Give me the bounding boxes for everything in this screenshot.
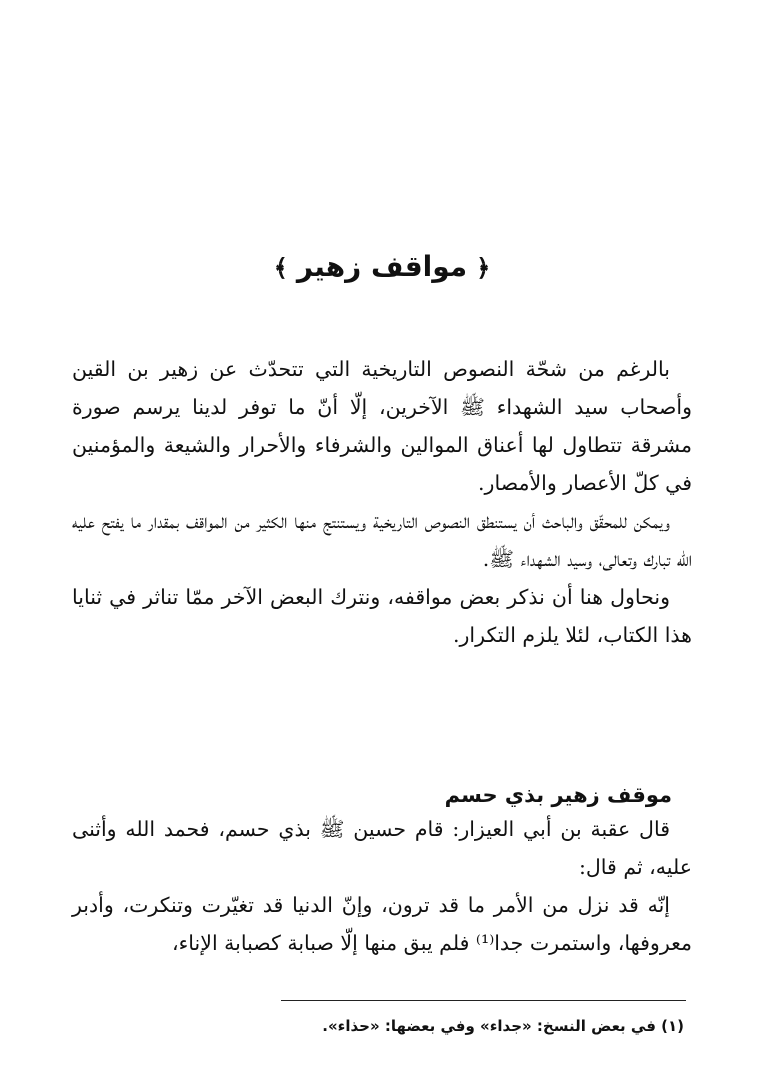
section-paragraph-1: قال عقبة بن أبي العيزار: قام حسين ﷺ بذي حسم، فحمد الله وأثنى عليه، ثم قال:: [72, 817, 692, 879]
footnote-divider: [281, 1000, 686, 1001]
ornament-right-bracket: ﴿: [476, 253, 491, 282]
section-paragraph-2: إنّه قد نزل من الأمر ما قد ترون، وإنّ الدنيا قد تغيّرت وتنكرت، وأدبر معروفها، واستمرت جدا⁽¹⁾ فلم يبق منها إلّا صبابة كصبابة الإناء،: [72, 893, 692, 955]
section-text: [72, 810, 692, 962]
footnote: (١) في بعض النسخ: «جداء» وفي بعضها: «حذاء».: [322, 1017, 684, 1035]
ornament-left-bracket: ﴾: [273, 253, 288, 282]
intro-text: [72, 350, 692, 654]
paragraph-2: ويمكن للمحقّق والباحث أن يستنطق النصوص التاريخية ويستنتج منها الكثير من المواقف بمقدار ما يفتح عليه الله تبارك وتعالى، وسيد الشهداء ﷺ.: [72, 509, 692, 571]
paragraph-3: ونحاول هنا أن نذكر بعض مواقفه، ونترك البعض الآخر ممّا تناثر في ثنايا هذا الكتاب، لئلا يلزم التكرار.: [72, 585, 692, 647]
chapter-title-text: مواقف زهير: [296, 250, 468, 283]
chapter-title: [0, 250, 764, 283]
paragraph-1: بالرغم من شحّة النصوص التاريخية التي تتحدّث عن زهير بن القين وأصحاب سيد الشهداء ﷺ الآخرين، إلّا أنّ ما توفر لدينا يرسم صورة مشرقة تتطاول لها أعناق الموالين والشرفاء والأحرار والشيعة والمؤمنين في كلّ الأعصار والأمصار.: [72, 357, 692, 495]
section-heading: موقف زهير بذي حسم: [444, 783, 672, 807]
